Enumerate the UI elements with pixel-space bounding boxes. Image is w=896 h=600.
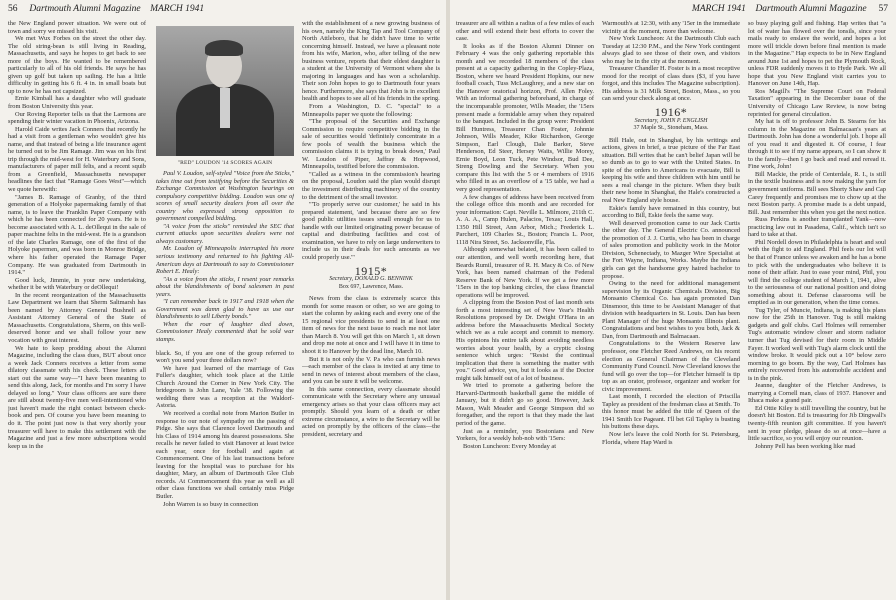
paragraph: We hate to keep prodding about the Alumni Magazine, including the class dues, BUT about once a week Jack Conners receives a letter from some dilatory classmate with his check. These letters all start out the same way—"I have been meaning to send this along, Jack, for months and I'm sorry I have delayed so long." Your class officers are sure there are still about twenty-five men well-intentioned who just haven't made the right contact between check-book and pen. Of course you have been meaning to do it. The point just now is that very shortly your treasurer will have to make this settlement with the Magazine and just a few more subscriptions would keep us in the	[8, 344, 146, 450]
right-page-header	[692, 4, 888, 14]
paragraph: Phil Nordell down in Philadelphia is heart and soul with the fight to aid England. Phil feels our lot will be that of France unless we awaken and he has a bone to pick with the undergraduates who believe it is none of their affair. Just to ease your mind, Phil, you will find the college student of March 1, 1941, alive to the seriousness of our national position and doing something about it. Defense classrooms will be emptied as in our generation, when the time comes.	[748, 238, 886, 307]
right-column-1	[456, 20, 594, 598]
photo-caption: Mr. Loudon of Minneapolis interrupted his more serious testimony and returned to his fighting All-American days at Dartmouth to say to Commissioner Robert E. Healy:	[156, 245, 294, 276]
paragraph: My hat is off to professor John B. Stearns for his column in the Magazine on Balmacaan's years at Dartmouth. John has done a wonderful job. I hope all of you read it and digested it. Of course, I fear through it to see if my name appears, so I can show it to the family—then I go back and read and reread it. Fine work, John!	[748, 118, 886, 171]
paragraph: A clipping from the Boston Post of last month sets forth a most interesting set of New Year's Health Resolutions proposed by Dr. Dwight O'Hara in an address before the Massachusetts Medical Society which we as a rule accept and commit to memory. His opinions his entire talk about avoiding needless worries about your health, by a cryptic closing sentence which urges: "Resist the continual implication that there is something the matter with you." Good advice, yes, but it looks as if the Doctor might talk himself out of a lot of business.	[456, 299, 594, 382]
secretary-line: Secretary, JOHN P. ENGLISH	[634, 117, 708, 124]
paragraph: In this same connection, every classmate should communicate with the Secretary where any unusual emergency arises so that your class officers may act promptly. Should you learn of a death or other extreme circumstance, a wire to the Secretary will be acted on promptly by the officers of the class—the president, secretary and	[302, 385, 440, 438]
photo-caption: Paul V. Loudon, self-styled "Voice from the Sticks," takes time out from testifying before the Securities & Exchange Commission at Washington hearings on compulsory competitive bidding. Loudon was one of scores of small security dealers from all over the country who expressed strong opposition to government compelled bidding.	[156, 170, 294, 223]
paragraph: It looks as if the Boston Alumni Dinner on February 4 was the only gathering reportable this month and we recorded 18 members of the class present at a capacity gathering in the Copley-Plaza, Boston, where we heard President Hopkins, our new football coach, Tuss McLaughrey, and a new star on the Hanover oratorical horizon, Prof. Allen Foley. With an informal gathering beforehand, in charge of the incomparable promoter, Wills Meader, the '15ers present made a formidable array when they repaired to the banquet. Included in the group were: President Bill Huntress, Treasurer Chan Foster, Johnnie Johnson, Wills Meader, Kike Richardson, George Simpson, Earl Clough, Dale Barker, Steve Henderson, Ed Steer, Hersey Waits, Willie Morey, Ernie Boyd, Leon Tuck, Pete Windsor, Bud Dee, Streng Dowling and the Secretary. When you compare this list with the 5 or 4 members of 1916 who filled in as an overflow of a '15 table, we had a very good representation.	[456, 42, 594, 194]
left-column-3	[302, 20, 440, 598]
left-page-header	[8, 4, 204, 14]
paragraph: Treasurer Chandler H. Foster is in a most receptive mood for the receipt of class dues ($3, if you have forgot, and this includes The Magazine subscription). His address is 31 Milk Street, Boston, Mass., so you can send your check along at once.	[602, 65, 740, 103]
paragraph: treasurer are all within a radius of a few miles of each other and will extend their best efforts to cover the case.	[456, 20, 594, 43]
paragraph: Russ Perkins is another transplanted Yank—now practicing law out in Pasadena, Calif., which isn't so hard to take at that.	[748, 216, 886, 239]
paragraph: News from the class is extremely scarce this month for some reason or other, so we are going to start the column by asking each and every one of the 15 regional vice presidents to send in at least one item of news for the next issue to reach me not later than March 8. You will get this on March 1, sit down and drop me note at once and I will have it in time to shoot it to Hanover by the dead line, March 10.	[302, 295, 440, 355]
right-column-2	[602, 20, 740, 598]
class-heading-1915: 1915*	[354, 263, 388, 278]
paragraph: Bill Hale, out in Shanghai, by his writings and actions, gives in brief, a true picture of the Far East situation. Bill writes that he can't belief Japan will be so dumb as to go to war with the United States. In spite of the orders to Americans to evacuate, Bill is keeping his wife and three children with him until he sees a real change in the picture. When they built their new home in Shanghai, the Hale's constructed a real New England style house.	[602, 136, 740, 205]
paragraph: We have just learned of the marriage of Gus Fuller's daughter, which took place at the Little Church Around the Corner in New York City. The bridegroom is John Lane, Yale '38. Following the wedding there was a reception at the Waldorf-Astoria.	[156, 364, 294, 410]
secretary-address: Box 697, Lawrence, Mass.	[338, 283, 404, 290]
paragraph: Eskie's family have remained in this country, but according to Bill, Eskie feels the same way.	[602, 204, 740, 220]
issue-date: MARCH 1941	[691, 4, 746, 14]
loudon-photo	[156, 26, 294, 156]
paragraph: the New England power situation. We were out of town and sorry we missed his visit.	[8, 20, 146, 35]
magazine-title: Dartmouth Alumni Magazine	[755, 4, 867, 14]
paragraph: with the establishment of a new growing business of his own, namely the King Tap and Tool Company of North Attleboro, that he didn't have time to write concerning himself. Instead, we have a pleasant note from his wife, Marion, who, after telling of the new business venture, reports that their eldest daughter is a student at the University of Vermont where she is majoring in languages and has won a scholarship. Their son John hopes to go to Dartmouth four years hence. Furthermore, she says that John is in excellent health and hopes to see all of his friends in the spring.	[302, 20, 440, 103]
paragraph: Good luck, Jimmie, in your new undertaking, whether it be with Waterbury or deOllequi!	[8, 276, 146, 292]
paragraph: Ernie Kimball has a daughter who will graduate from Boston University this year.	[8, 95, 146, 111]
photo-caption: When the roar of laughter died down, Commissioner Healy commented that he sold war stamps.	[156, 320, 294, 344]
paragraph: Warmouth's at 12:30, with any '15er in the immediate vicinity at the moment, more than welcome.	[602, 20, 740, 35]
secretary-address: 37 Maple St., Stoneham, Mass.	[633, 125, 709, 132]
paragraph: Now let's leave the cold North for St. Petersburg, Florida, where Hap Ward is	[602, 430, 740, 446]
paragraph: But it is not only the V. P.s who can furnish news—each member of the class is invited at any time to send in news of interest about members of the class, and you can be sure it will be welcome.	[302, 355, 440, 386]
paragraph: New York Luncheon: At the Dartmouth Club each Tuesday at 12:30 P.M., and the New York contingent always glad to see those of their own, and visitors who may be in the city at the moment.	[602, 35, 740, 65]
paragraph: Well deserved promotion came to our Jack Curtis the other day. The General Electric Co. announced the promotion of J. J. Curtis, who has been in charge of sales promotion and publicity work in the Motor Division, Schenectady, to Mazger Wire Specialist at the Fort Wayne, Indiana, Works. Maybe the Indiana girls can get the handsome grey haired bachelor to propose.	[602, 219, 740, 280]
magazine-title: Dartmouth Alumni Magazine	[29, 4, 141, 14]
photo-caption: "As a voice from the sticks, I resent your remarks about the blandishments of bond salesmen in past years.	[156, 275, 294, 298]
paragraph: A few changes of address have been received from the college office this month and are recorded for your information: Capt. Neville L. Milmore, 211th C. A. A. A., Camp Hulen, Palacios, Texas; Louis Hall, 1350 Hill Street, Ann Arbor, Mich.; Frederick L. Parchert, 109 Charles St., Boston; Francis L. Poor, 1118 Nira Street, So. Jacksonville, Fla.	[456, 193, 594, 246]
photo-caption: "A voice from the sticks" reminded the SEC that current attacks upon securities dealers were not always customary.	[156, 222, 294, 245]
paragraph: Bill Mackie, the pride of Centerdale, R. I., is still in the textile business and is now making the yarn for government uniforms. Bill sees Shorty Shaw and Cap Carey frequently and promises me to chow up at the next Boston party. A promise made is a debt unpaid, Bill. Just remember this when you get the next notice.	[748, 170, 886, 216]
paragraph: We received a cordial note from Marion Butler in response to our note of sympathy on the passing of Pidge. She says that Clarence loved Dartmouth and his Class of 1914 among his dearest possessions. She recalls he never failed to visit Hanover at least twice each year, once for football and again at Commencement. One of his last transactions before leaving for the hospital was to purchase for his daughter, Mary, an album of Dartmouth Glee Club records. At Commencement this year as well as all other class functions we shall certainly miss Pidge Butler.	[156, 409, 294, 500]
page-number: 57	[878, 4, 888, 14]
left-column-1	[8, 20, 146, 598]
paragraph: "Called as a witness in the commission's hearing on the proposal, Loudon said the plan would disrupt the investment distributing machinery of the country to the detriment of the small investor.	[302, 170, 440, 201]
issue-date: MARCH 1941	[150, 4, 205, 14]
paragraph: In the recent reorganization of the Massachusetts Law Department we learn that Sherm Saltmarsh has been named by Attorney General Bushnell as Assistant Attorney General of the State of Massachusetts. Congratulations, Sherm, on this well-deserved honor and we shall follow your new vocation with great interest.	[8, 291, 146, 344]
paragraph: "James B. Ramage of Granby, of the third generation of a Holyoke papermaking family of that name, is to leave the Franklin Paper Company with which he has been connected for 20 years. He is to become associated with A. L. deOllequi in the sale of paper machine felts in the mid-west. He is a grandson of the late Charles Ramage, one of the first of the Holyoke papermen, and was born in Monroe Bridge, where his father operated the Ramage Paper Company. He was graduated from Dartmouth in 1914."	[8, 193, 146, 277]
paragraph: Boston Luncheon: Every Monday at	[463, 442, 557, 450]
photo-caption: "I can remember back in 1917 and 1918 when the Government was damn glad to have us use our blandishments to sell Liberty bonds."	[156, 298, 294, 321]
left-page	[0, 0, 446, 600]
paragraph: "The proposal of the Securities and Exchange Commission to require competitive bidding in the sale of securities would 'definitely concentrate in a few pools of wealth the business which the commission claims it is trying to break down,' Paul W. Loudon of Piper, Jaffray & Hopwood, Minneapolis, testified before the commission.	[302, 118, 440, 171]
photo-caption-title: "RED" LOUDON '14 SCORES AGAIN	[177, 160, 273, 166]
paragraph: John Warren is so busy in connection	[163, 500, 259, 508]
paragraph: Owing to the need for additional management supervision by its Organic Chemicals Division, Big Monsanto Chemical Co. has again promoted Dan Dinsmoor, this time to be Assistant Manager of that division with headquarters in St. Louis. Dan has been Plant Manager of the huge Monsanto Illinois plant. Congratulations and best wishes to you both, Jack & Dan, from Dartmouth and Balmacaan.	[602, 280, 740, 340]
paragraph: black. So, if you are one of the group referred to won't you send your three dollars now?	[156, 349, 294, 365]
paragraph: Johnny Pell has been working like mad	[755, 442, 856, 450]
paragraph: Ros Magill's "The Supreme Court on Federal Taxation" appearing in the December issue of the University of Chicago Law Review, is now being reprinted for general circulation.	[748, 87, 886, 118]
paragraph: Although somewhat belated, it has been called to our attention, and well worth recording here, that Beards Rumil, treasurer of R. H. Macy & Co. of New York, has been named chairman of the Federal Reserve Bank of New York. If we get a few more '15ers in the top banking circles, the class financial operations will be improved.	[456, 246, 594, 299]
right-column-3	[748, 20, 886, 598]
paragraph: We met Wux Forbes on the street the other day. The old string-bean is still living in Reading, Massachusetts, and says he hopes to get back to see more of the boys. He wanted to be remembered particularly to all of his old friends. He says he has given up golf but taken up sailing. He has a little difficulty in getting his 6 ft. 4 in. in small boats but up to now he has not capsized.	[8, 35, 146, 95]
page-number: 56	[8, 4, 18, 14]
paragraph: We tried to promote a gathering before the Harvard-Dartmouth basketball game the middle of January, but it didn't go so good. However, Jack Mason, Walt Meader and George Simpson did so foregather, and the report is that they made the last period of the game.	[456, 382, 594, 427]
paragraph: Just as a reminder, you Bostonians and New Yorkers, for a weekly hob-nob with '15ers:	[456, 427, 594, 443]
paragraph: Tug Tyler, of Muncie, Indiana, is making his plans now for the 25th in Hanover. Tug is still making gadgets and golf clubs. Carl Holmes will remember Tug's automatic window closer and storm radiator turner that Tug devised for their room in Middle Fayer. It worked well with Tug's alarm clock until the window broke. It would pick out a 10° below zero morning to go boom. By the way, Carl Holmes has entirely recovered from his automobile accident and is in the pink.	[748, 306, 886, 382]
paragraph: Our Roving Reporter tells us that the Larmons are spending their winter vacation in Phoenix, Arizona.	[8, 110, 146, 126]
right-page	[450, 0, 896, 600]
class-heading-1916: 1916*	[654, 105, 688, 120]
paragraph: Ed Ottie Kiley is still travelling the country, but he doesn't hit Boston. Ed is treasuring for Jib Dingwall's twenty-fifth reunion gift committee. If you haven't sent in your pledge, please do so at once—have a little sacrifice, so you will enjoy our reunion.	[748, 404, 886, 443]
paragraph: Last month, I recorded the election of Priscilla Tapley as president of the freshman class at Smith. To this honor must be added the title of Queen of the 1941 Smith Ice Pageant. I'll bet Gil Tapley is busting his buttons these days.	[602, 393, 740, 431]
paragraph: so busy playing golf and fishing. Hap writes that "a lot of water has flowed over the tonsils, since your mails ready to enslave the world, and hopes a lot more will trickle down before final mention is made in the Magazine." Hap expects to be in New England around June 1st and hopes to pet the Plymouth Rock, unless FDR suddenly moves it to Hyde Park. We all hope that you New England visit carries you to Hanover on June 14th, Hap.	[748, 20, 886, 88]
paragraph: Jeanne, daughter of the Fletcher Andrews, is marrying a Cornell man, class of 1937. Hanover and Ithaca make a grand pair.	[748, 382, 886, 405]
secretary-line: Secretary, DONALD G. BENNINK	[329, 276, 413, 283]
paragraph: Congratulations to the Western Reserve law professor, one Fletcher Reed Andrews, on his recent election as General Chairman of the Cleveland Community Fund Council. Now Cleveland knows the fund will go over the top—for Fletcher himself is tip top as an orator, professor, organizer and worker for civic improvement.	[602, 340, 740, 393]
paragraph: "'To properly serve our customer,' he said in his prepared statement, 'and because there are so few good public utilities issues small enough for us to handle with our limited originating power because of capital and distributing facilities and cost of examination, we have to rely on large underwriters to include us in their deals for such amounts as we could properly use.'"	[302, 201, 440, 261]
paragraph: From a Washington, D. C. "special" to a Minneapolis paper we quote the following:	[302, 103, 440, 118]
left-column-2	[156, 170, 294, 598]
paragraph: Harold Caide writes Jack Conners that recently he had a visit from a gentleman who wouldn't give his name, and that instead of being a life insurance agent he turned out to be Jim Ramage. Jim was on his first trip through the mid-west for H. Waterbury and Sons, manufacturers of paper mill felts, and a recent squib from a Greenfield, Massachusetts newspaper headlines the fact that "Ramage Goes West"—which we quote herewith:	[8, 125, 146, 194]
